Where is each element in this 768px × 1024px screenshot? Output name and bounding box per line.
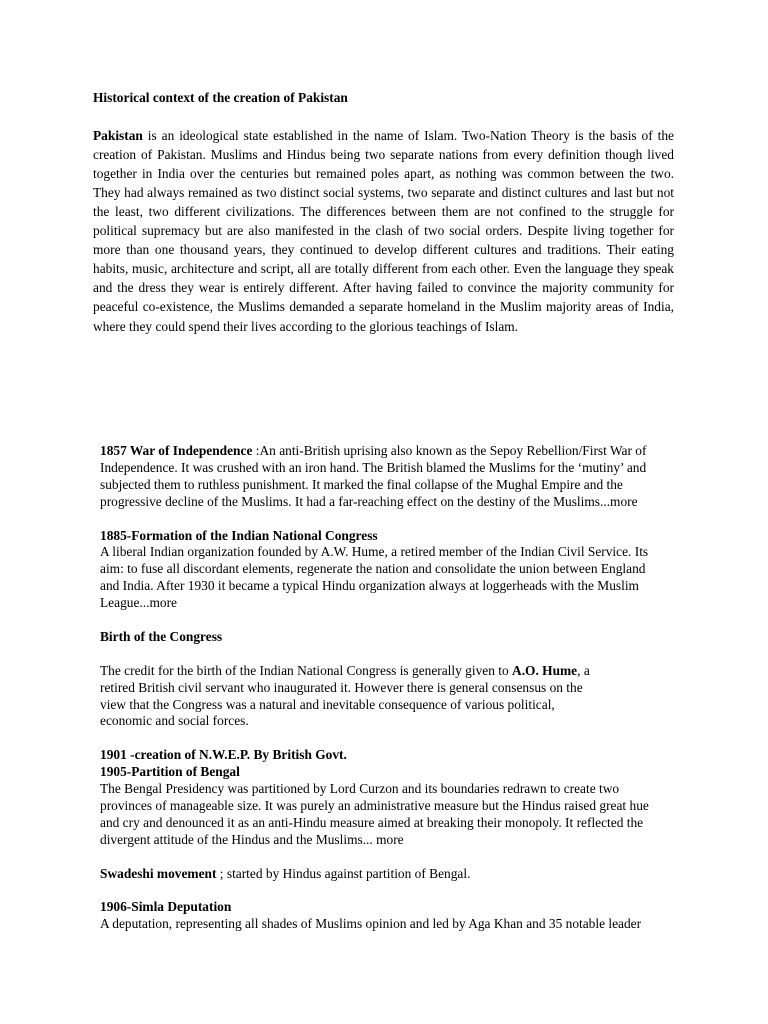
entry-1885-text-2: aim: to fuse all discordant elements, regenerate the nation and consolidate the union between England xyxy=(100,561,646,577)
entry-1906 xyxy=(100,899,740,933)
spacer xyxy=(100,646,740,663)
intro-paragraph xyxy=(93,126,674,336)
entry-1905-text-3: and cry and denounced it as an anti-Hindu measure aimed at breaking their monopoly. It reflected the xyxy=(100,814,644,830)
entry-1857-text-2: Independence. It was crushed with an iron hand. The British blamed the Muslims for the ‘mutiny’ and xyxy=(100,459,647,475)
entry-1906-heading: 1906-Simla Deputation xyxy=(100,899,232,915)
entry-1857-line1 xyxy=(100,443,740,460)
entry-1885-text-1: A liberal Indian organization founded by A.W. Hume, a retired member of the Indian Civil Service. Its xyxy=(100,544,649,560)
entry-1905-text-1: The Bengal Presidency was partitioned by Lord Curzon and its boundaries redrawn to create two xyxy=(100,781,620,797)
page-title: Historical context of the creation of Pakistan xyxy=(93,90,348,105)
entry-1885-more-link[interactable]: more xyxy=(149,595,177,611)
spacer xyxy=(100,511,740,528)
birth-congress-text-1a: The credit for the birth of the Indian National Congress is generally given to xyxy=(100,662,513,678)
swadeshi-heading: Swadeshi movement xyxy=(100,865,217,881)
entry-birth-congress xyxy=(100,629,740,730)
birth-congress-text-2: retired British civil servant who inaugurated it. However there is general consensus on the xyxy=(100,679,583,695)
birth-congress-text-1b: , a xyxy=(577,662,590,678)
entry-1885-text-4: League... xyxy=(100,595,150,611)
entry-1857-heading: 1857 War of Independence xyxy=(100,443,253,458)
intro-lead-term: Pakistan xyxy=(93,128,143,144)
entry-1905 xyxy=(100,764,740,849)
birth-congress-hume: A.O. Hume xyxy=(512,662,578,678)
entry-1857-text-3: subjected them to ruthless punishment. It marked the final collapse of the Mughal Empire and the xyxy=(100,476,623,492)
birth-congress-text-3: view that the Congress was a natural and inevitable consequence of various political, xyxy=(100,696,555,712)
intro-section xyxy=(93,88,674,336)
entry-1857 xyxy=(100,443,740,511)
birth-congress-line1 xyxy=(100,663,740,680)
entry-1906-text-1: A deputation, representing all shades of Muslims opinion and led by Aga Khan and 35 notable leader xyxy=(100,916,642,932)
entry-1905-more-link[interactable]: more xyxy=(376,831,404,847)
intro-body-text: is an ideological state established in the name of Islam. Two-Nation Theory is the basis of the creation of Pakistan. Muslims and Hindus being two separate nations from every definition though lived together in India over the centuries but remained poles apart, as nothing was common between the two. They had always remained as two distinct social systems, two separate and distinct cultures and last but not the least, two different civilizations. The differences between them are not confined to the struggle for political supremacy but are also manifested in the clash of two social orders. Despite living together for more than one thousand years, they continued to develop different cultures and traditions. Their eating habits, music, architecture and script, all are totally different from each other. Even the language they speak and the dress they wear is entirely different. After having failed to convince the majority community for peaceful co-existence, the Muslims demanded a separate homeland in the Muslim majority areas of India, where they could spend their lives according to the glorious teachings of Islam. xyxy=(93,128,674,334)
entry-1905-heading: 1905-Partition of Bengal xyxy=(100,764,240,780)
birth-congress-text-4: economic and social forces. xyxy=(100,713,249,729)
entry-1857-text-4: progressive decline of the Muslims. It had a far-reaching effect on the destiny of the Muslims... xyxy=(100,493,611,509)
spacer xyxy=(100,612,740,629)
entry-1901-heading: 1901 -creation of N.W.E.P. By British Govt. xyxy=(100,747,347,763)
spacer xyxy=(100,849,740,866)
spacer xyxy=(100,730,740,747)
swadeshi-text: ; started by Hindus against partition of Bengal. xyxy=(216,865,471,881)
birth-congress-heading: Birth of the Congress xyxy=(100,628,223,644)
entry-1885-text-3: and India. After 1930 it became a typical Hindu organization always at loggerheads with the Muslim xyxy=(100,578,639,594)
timeline-section xyxy=(100,443,740,933)
entry-1905-text-2: provinces of manageable size. It was purely an administrative measure but the Hindus raised great hue xyxy=(100,797,649,813)
entry-1905-line4 xyxy=(100,832,740,849)
entry-swadeshi xyxy=(100,866,740,883)
entry-1885-heading: 1885-Formation of the Indian National Congress xyxy=(100,527,378,543)
entry-1885 xyxy=(100,528,740,613)
entry-1857-more-link[interactable]: more xyxy=(610,493,638,509)
entry-1857-text-1: :An anti-British uprising also known as the Sepoy Rebellion/First War of xyxy=(252,443,647,458)
entry-1885-line4 xyxy=(100,595,740,612)
spacer xyxy=(100,882,740,899)
entry-1905-text-4: divergent attitude of the Hindus and the Muslims... xyxy=(100,831,377,847)
entry-1857-line4 xyxy=(100,494,740,511)
